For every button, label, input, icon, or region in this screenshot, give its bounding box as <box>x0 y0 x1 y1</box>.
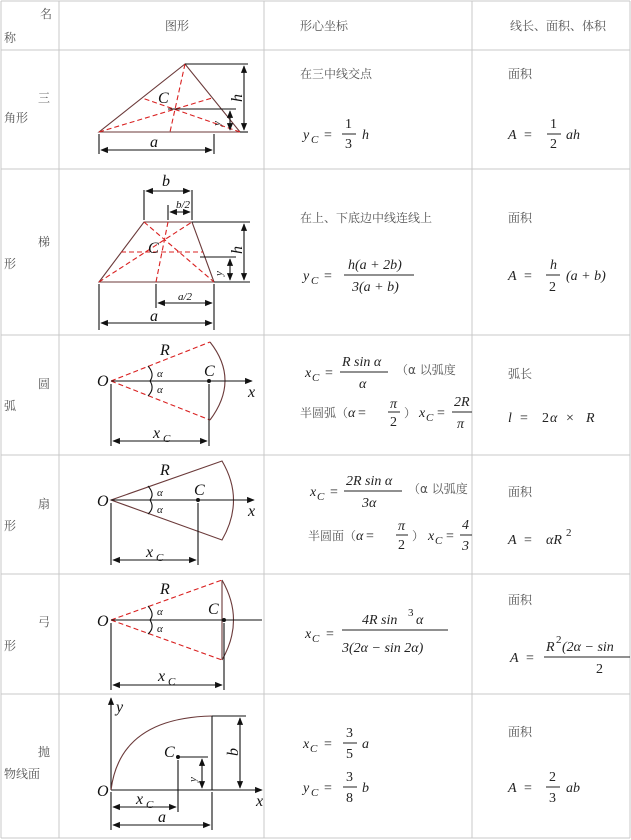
label-h: h <box>229 94 246 102</box>
table-header <box>4 7 607 45</box>
svg-text:=: = <box>524 781 532 796</box>
svg-text:=: = <box>324 269 332 284</box>
label-b-half: b/2 <box>176 199 191 211</box>
sector-figure <box>97 461 255 565</box>
label-O: O <box>97 783 109 800</box>
label-alpha-top: α <box>157 368 163 380</box>
label-a: a <box>158 809 166 826</box>
svg-text:2: 2 <box>556 634 562 646</box>
label-O: O <box>97 493 109 510</box>
measure-formula <box>507 527 572 548</box>
svg-text:R: R <box>586 411 595 426</box>
svg-text:=: = <box>324 781 332 796</box>
arc-figure <box>97 342 255 446</box>
svg-text:y: y <box>303 781 310 796</box>
svg-text:=: = <box>324 737 332 752</box>
svg-text:3α: 3α <box>362 496 377 511</box>
svg-text:ab: ab <box>566 781 580 796</box>
svg-text:A: A <box>508 128 517 143</box>
svg-text:半圆面（: 半圆面（ <box>308 529 357 543</box>
label-xc-sub: C <box>163 433 171 445</box>
header-name-top: 名 <box>40 7 53 21</box>
label-alpha-top: α <box>157 487 163 499</box>
svg-text:=: = <box>326 627 334 642</box>
svg-text:x: x <box>303 737 310 752</box>
measure-formula <box>509 634 630 677</box>
svg-text:(a + b): (a + b) <box>566 269 606 284</box>
svg-text:2: 2 <box>390 415 397 430</box>
header-centroid: 形心坐标 <box>300 19 349 33</box>
svg-text:2: 2 <box>566 527 572 539</box>
svg-text:=: = <box>358 406 366 421</box>
measure-title: 面积 <box>508 593 533 607</box>
row-name-line1: 扇 <box>38 497 51 511</box>
svg-text:=: = <box>446 529 454 544</box>
measure-formula <box>508 411 595 426</box>
svg-text:C: C <box>426 412 434 424</box>
label-xc: x <box>158 668 166 685</box>
svg-text:x: x <box>305 366 312 381</box>
svg-text:C: C <box>310 743 318 755</box>
row-name-line1: 梯 <box>38 235 51 249</box>
label-xc: x <box>146 544 154 561</box>
svg-text:3: 3 <box>346 726 353 741</box>
row-name-line1: 抛 <box>38 745 51 759</box>
svg-text:1: 1 <box>550 117 557 132</box>
svg-text:半圆弧（: 半圆弧（ <box>300 406 349 420</box>
label-x: x <box>256 793 264 810</box>
measure-title: 面积 <box>508 725 533 739</box>
measure-title: 面积 <box>508 67 533 81</box>
svg-text:=: = <box>324 128 332 143</box>
svg-text:α: α <box>356 529 364 544</box>
measure-formula <box>507 258 606 295</box>
row-arc <box>4 342 595 446</box>
segment-figure <box>97 580 262 690</box>
row-name-line2: 角形 <box>4 111 29 125</box>
svg-text:=: = <box>325 366 333 381</box>
svg-text:R: R <box>546 640 555 655</box>
svg-text:5: 5 <box>346 747 353 762</box>
svg-text:π: π <box>398 519 406 534</box>
label-alpha-top: α <box>157 606 163 618</box>
measure-title: 面积 <box>508 211 533 225</box>
row-name-line2: 形 <box>4 519 17 533</box>
label-xc-sub: C <box>156 552 164 564</box>
svg-text:x: x <box>419 406 426 421</box>
label-O: O <box>97 613 109 630</box>
svg-text:A: A <box>508 533 517 548</box>
svg-text:l: l <box>508 411 512 426</box>
svg-text:=: = <box>524 533 532 548</box>
svg-text:3: 3 <box>345 137 352 152</box>
svg-text:3: 3 <box>549 791 556 806</box>
svg-text:αR: αR <box>546 533 562 548</box>
measure-formula <box>507 117 580 152</box>
row-name-line2: 形 <box>4 257 17 271</box>
row-name-line2: 物线面 <box>4 767 41 781</box>
svg-text:2: 2 <box>596 662 603 677</box>
row-name-line2: 形 <box>4 639 17 653</box>
row-segment <box>4 580 630 690</box>
row-name-line2: 弧 <box>4 399 17 413</box>
label-alpha-bottom: α <box>157 384 163 396</box>
label-C: C <box>194 482 205 499</box>
svg-text:x: x <box>310 485 317 500</box>
svg-text:3(2α − sin 2α): 3(2α − sin 2α) <box>342 641 424 656</box>
svg-text:2: 2 <box>549 770 556 785</box>
label-yc: y <box>211 121 223 126</box>
svg-text:R sin α: R sin α <box>342 355 382 370</box>
svg-text:ah: ah <box>566 128 580 143</box>
svg-text:C: C <box>312 633 320 645</box>
svg-text:×: × <box>566 411 574 426</box>
svg-text:2: 2 <box>398 538 405 553</box>
svg-text:）: ） <box>412 529 425 543</box>
label-a: a <box>150 308 158 325</box>
svg-text:A: A <box>508 269 517 284</box>
svg-text:2R: 2R <box>454 395 470 410</box>
svg-text:h(a + 2b): h(a + 2b) <box>348 258 402 273</box>
measure-formula <box>507 770 580 806</box>
svg-text:=: = <box>520 411 528 426</box>
svg-text:C: C <box>311 275 319 287</box>
svg-text:8: 8 <box>346 791 353 806</box>
label-x: x <box>248 384 256 401</box>
svg-text:h: h <box>362 128 369 143</box>
label-h: h <box>229 246 246 254</box>
svg-text:x: x <box>305 627 312 642</box>
row-parabola <box>4 698 580 830</box>
svg-text:A: A <box>508 781 517 796</box>
svg-text:3: 3 <box>408 607 414 619</box>
svg-text:3: 3 <box>346 770 353 785</box>
svg-text:α: α <box>416 613 424 628</box>
svg-text:b: b <box>362 781 369 796</box>
svg-text:C: C <box>312 372 320 384</box>
svg-text:）: ） <box>404 406 417 420</box>
svg-text:α: α <box>359 377 367 392</box>
label-R: R <box>160 462 170 479</box>
label-C: C <box>204 363 215 380</box>
label-C: C <box>208 601 219 618</box>
label-yc: y <box>213 271 225 276</box>
svg-text:α: α <box>348 406 356 421</box>
svg-text:2: 2 <box>549 280 556 295</box>
row-triangle <box>4 64 580 154</box>
label-C: C <box>158 90 169 107</box>
label-b: b <box>162 173 170 190</box>
svg-text:=: = <box>526 651 534 666</box>
centroid-formula <box>301 258 414 295</box>
centroid-note: 在三中线交点 <box>300 67 373 81</box>
svg-text:=: = <box>524 269 532 284</box>
centroid-formula <box>300 355 472 432</box>
svg-text:(2α − sin: (2α − sin <box>562 640 614 655</box>
label-xc: x <box>153 425 161 442</box>
svg-text:C: C <box>311 134 319 146</box>
centroid-note: （α 以弧度 <box>408 482 468 496</box>
measure-title: 面积 <box>508 485 533 499</box>
label-xc-sub: C <box>168 676 176 688</box>
header-name-bottom: 称 <box>4 31 17 45</box>
svg-text:C: C <box>435 535 443 547</box>
label-x: x <box>248 503 256 520</box>
svg-text:C: C <box>311 787 319 799</box>
svg-text:=: = <box>437 406 445 421</box>
svg-text:C: C <box>317 491 325 503</box>
trapezoid-figure <box>99 173 250 330</box>
centroid-note: （α 以弧度 <box>396 363 456 377</box>
centroid-formula <box>301 726 369 806</box>
svg-text:3(a + b): 3(a + b) <box>352 280 399 295</box>
header-shape: 图形 <box>165 19 190 33</box>
svg-text:y: y <box>303 128 310 143</box>
svg-text:=: = <box>330 485 338 500</box>
label-C: C <box>148 240 159 257</box>
label-a: a <box>150 134 158 151</box>
svg-text:x: x <box>428 529 435 544</box>
svg-text:A: A <box>510 651 519 666</box>
header-measure: 线长、面积、体积 <box>510 19 607 33</box>
label-xc-sub: C <box>146 799 154 811</box>
label-a-half: a/2 <box>178 291 193 303</box>
row-name-line1: 弓 <box>38 615 51 629</box>
label-R: R <box>160 342 170 359</box>
label-R: R <box>160 581 170 598</box>
row-name-line1: 三 <box>38 91 51 105</box>
svg-text:=: = <box>366 529 374 544</box>
svg-text:1: 1 <box>345 117 352 132</box>
svg-text:4: 4 <box>462 518 469 533</box>
svg-text:3: 3 <box>462 539 469 554</box>
svg-text:h: h <box>550 258 557 273</box>
row-name-line1: 圆 <box>38 377 51 391</box>
row-sector <box>4 461 572 565</box>
parabola-figure <box>97 698 263 830</box>
label-y: y <box>116 699 124 716</box>
centroid-formula <box>304 607 448 656</box>
svg-text:y: y <box>303 269 310 284</box>
label-C: C <box>164 744 175 761</box>
svg-text:π: π <box>457 417 465 432</box>
triangle-figure <box>99 64 248 154</box>
label-xc: x <box>136 791 144 808</box>
label-O: O <box>97 373 109 390</box>
label-alpha-bottom: α <box>157 504 163 516</box>
svg-text:2: 2 <box>542 411 549 426</box>
centroid-note: 在上、下底边中线连线上 <box>300 211 433 225</box>
svg-text:=: = <box>524 128 532 143</box>
svg-text:2: 2 <box>550 137 557 152</box>
svg-text:π: π <box>390 397 398 412</box>
centroid-formula <box>308 474 472 554</box>
svg-text:a: a <box>362 737 369 752</box>
label-alpha-bottom: α <box>157 623 163 635</box>
label-b: b <box>225 748 242 756</box>
svg-text:4R sin: 4R sin <box>362 613 398 628</box>
svg-text:2R sin α: 2R sin α <box>346 474 393 489</box>
centroid-formula <box>301 117 369 152</box>
measure-title: 弧长 <box>508 367 533 381</box>
svg-text:α: α <box>550 411 558 426</box>
label-yc: y <box>187 777 199 782</box>
row-trapezoid <box>4 173 606 330</box>
